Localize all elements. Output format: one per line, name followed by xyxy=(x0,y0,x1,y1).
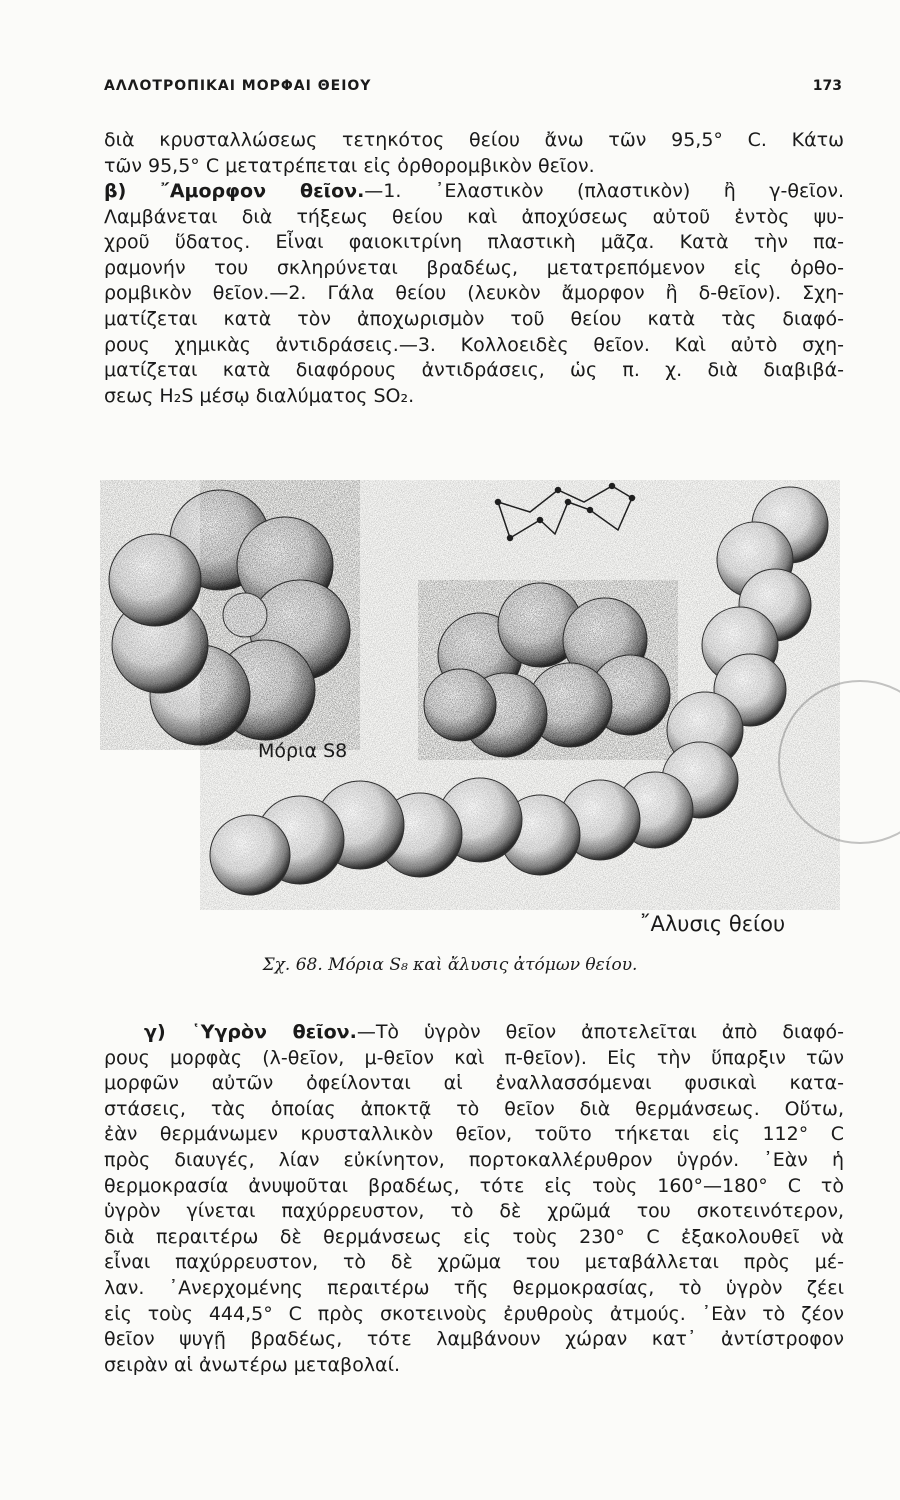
text-line: ματίζεται κατὰ διαφόρους ἀντιδράσεις, ὡς π. χ. διὰ διαβιβά- xyxy=(104,359,844,382)
text-line: τῶν 95,5° C μετατρέπεται εἰς ὀρθορομβικὸν θεῖον. xyxy=(104,154,595,177)
text-line: ρομβικὸν θεῖον.—2. Γάλα θείου (λευκὸν ἄμορφον ἢ δ-θεῖον). Σχη- xyxy=(104,282,844,305)
paragraph-liquid-sulfur xyxy=(104,1020,844,1378)
text-line: θερμοκρασία ἀνυψοῦται βραδέως, τότε εἰς τοὺς 160°—180° C τὸ xyxy=(104,1174,844,1197)
text-line: ρους μορφὰς (λ-θεῖον, μ-θεῖον καὶ π-θεῖον). Εἰς τὴν ὕπαρξιν τῶν xyxy=(104,1046,844,1069)
section-heading-liquid: γ) ῾Υγρὸν θεῖον. xyxy=(144,1021,357,1043)
text-line xyxy=(104,179,844,205)
text-line: σειρὰν αἱ ἀνωτέρω μεταβολαί. xyxy=(104,1353,401,1376)
text-line: Λαμβάνεται διὰ τήξεως θείου καὶ ἀποχύσεως αὐτοῦ ἐντὸς ψυ- xyxy=(104,205,844,228)
text-line: διὰ περαιτέρω δὲ θερμάνσεως εἰς τοὺς 230° C ἐξακολουθεῖ νὰ xyxy=(104,1225,844,1248)
text-line: θεῖον ψυγῇ βραδέως, τότε λαμβάνουν χώραν κατ᾿ ἀντίστροφον xyxy=(104,1328,844,1351)
figure-label-chain: ῎Αλυσις θείου xyxy=(640,912,786,936)
text-line: ματίζεται κατὰ τὸν ἀποχωρισμὸν τοῦ θείου κατὰ τὰς διαφό- xyxy=(104,307,844,330)
text-line xyxy=(104,1020,844,1046)
text-line: εἶναι παχύρρευστον, τὸ δὲ χρῶμα του μεταβάλλεται πρὸς μέ- xyxy=(104,1251,844,1274)
text-line: λαν. ᾿Ανερχομένης περαιτέρω τῆς θερμοκρασίας, τὸ ὑγρὸν ζέει xyxy=(104,1276,844,1299)
paragraph-crystallization xyxy=(104,128,844,179)
text-line: ραμονήν του σκληρύνεται βραδέως, μετατρεπόμενον εἰς ὀρθο- xyxy=(104,256,844,279)
text-line: σεως H₂S μέσῳ διαλύματος SO₂. xyxy=(104,384,415,407)
sulfur-chain-model xyxy=(200,480,840,910)
text-line: ἐὰν θερμάνωμεν κρυσταλλικὸν θεῖον, τοῦτο τήκεται εἰς 112° C xyxy=(104,1123,844,1146)
text-line: στάσεις, τὰς ὁποίας ἀποκτᾷ τὸ θεῖον διὰ θερμάνσεως. Οὕτω, xyxy=(104,1097,844,1120)
figure-label-s8: Μόρια S8 xyxy=(258,740,348,762)
text-line: πρὸς διαυγές, λίαν εὐκίνητον, πορτοκαλλέρυθρον ὑγρόν. ᾿Εὰν ἡ xyxy=(104,1148,844,1171)
running-title: ΑΛΛΟΤΡΟΠΙΚΑΙ ΜΟΡΦΑΙ ΘΕΙΟΥ xyxy=(104,78,372,94)
paragraph-amorphous-sulfur xyxy=(104,179,844,409)
page-number: 173 xyxy=(812,78,842,94)
page-header xyxy=(104,78,842,102)
text-fragment: —1. ᾿Ελαστικὸν (πλαστικὸν) ἢ γ-θεῖον. xyxy=(364,180,844,202)
text-fragment: —Τὸ ὑγρὸν θεῖον ἀποτελεῖται ἀπὸ διαφό- xyxy=(356,1021,844,1043)
text-line: εἰς τοὺς 444,5° C πρὸς σκοτεινοὺς ἐρυθροὺς ἀτμούς. ᾿Εὰν τὸ ζέον xyxy=(104,1302,844,1325)
text-line: ὑγρὸν γίνεται παχύρρευστον, τὸ δὲ χρῶμά του σκοτεινότερον, xyxy=(104,1200,844,1223)
figure-caption: Σχ. 68. Μόρια S₈ καὶ ἄλυσις ἀτόμων θείου. xyxy=(262,955,638,975)
figure-sulfur-molecules xyxy=(100,480,860,950)
text-line: χροῦ ὕδατος. Εἶναι φαιοκιτρίνη πλαστικὴ μᾶζα. Κατὰ τὴν πα- xyxy=(104,231,844,254)
molecule-illustration xyxy=(100,480,860,950)
text-line: μορφῶν αὐτῶν ὀφείλονται αἱ ἐναλλασσόμεναι φυσικαὶ κατα- xyxy=(104,1072,844,1095)
section-heading-amorphous: β) ῎Αμορφον θεῖον. xyxy=(104,180,365,202)
text-line: ρους χημικὰς ἀντιδράσεις.—3. Κολλοειδὲς θεῖον. Καὶ αὐτὸ σχη- xyxy=(104,333,844,356)
text-line: διὰ κρυσταλλώσεως τετηκότος θείου ἄνω τῶν 95,5° C. Κάτω xyxy=(104,129,844,151)
